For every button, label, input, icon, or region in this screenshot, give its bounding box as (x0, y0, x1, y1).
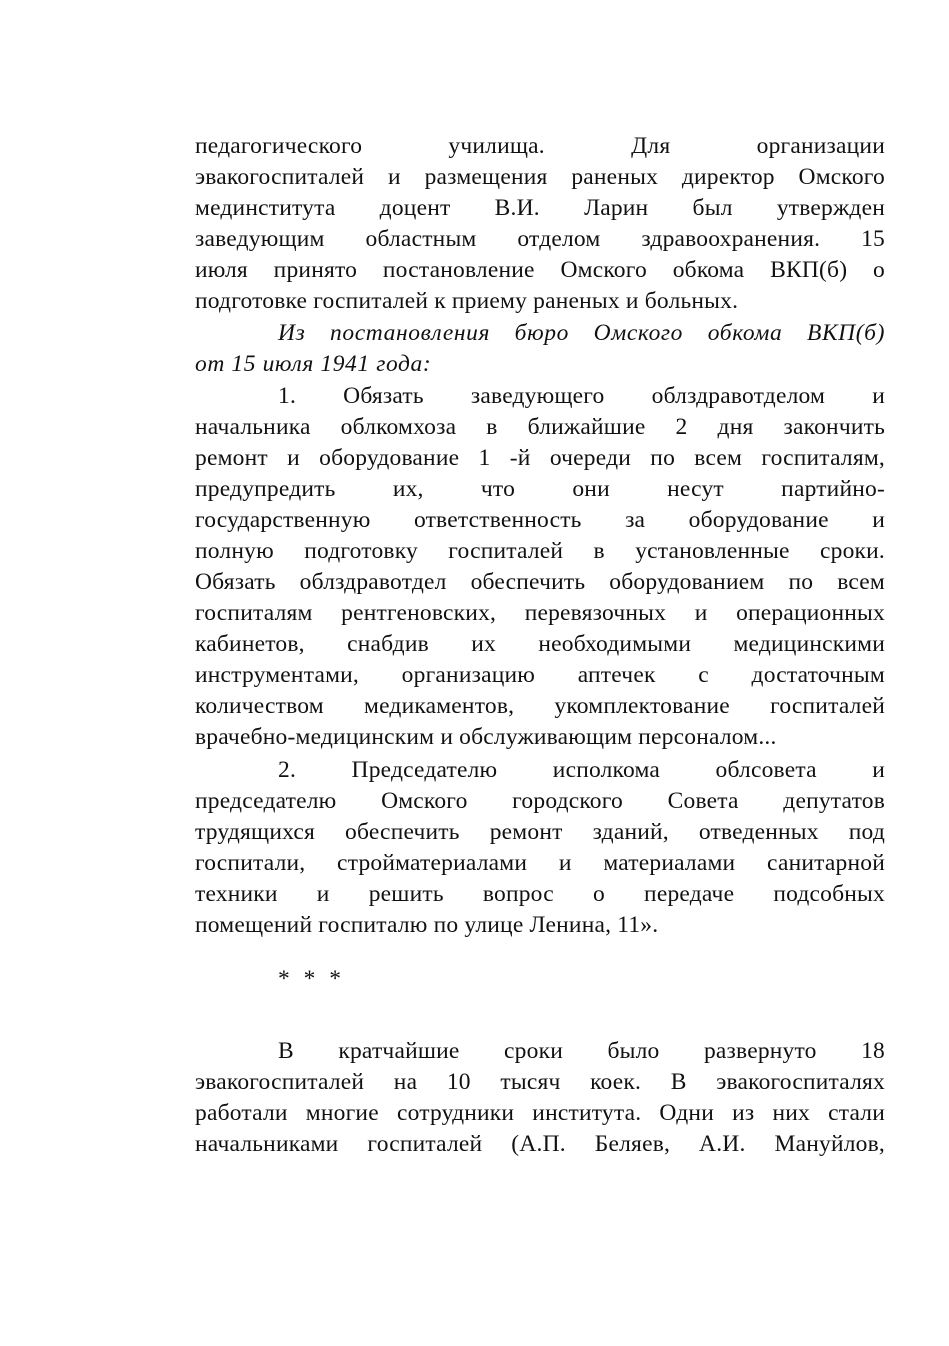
text-line: предупредить их, что они несут партийно- (195, 476, 885, 502)
text-line: подготовке госпиталей к приему раненых и больных. (195, 288, 739, 314)
text-line: 1. Обязать заведующего облздравотделом и (278, 383, 885, 409)
text-line: заведующим областным отделом здравоохранения. 15 (195, 226, 885, 252)
text-line: Обязать облздравотдел обеспечить оборудованием по всем (195, 569, 885, 595)
text-line: начальниками госпиталей (А.П. Беляев, А.И. Мануйлов, (195, 1131, 885, 1157)
text-line: В кратчайшие сроки было развернуто 18 (278, 1038, 885, 1064)
text-line: количеством медикаментов, укомплектование госпиталей (195, 693, 885, 719)
text-line: трудящихся обеспечить ремонт зданий, отведенных под (195, 819, 885, 845)
text-line: председателю Омского городского Совета депутатов (195, 788, 885, 814)
text-line: июля принято постановление Омского обкома ВКП(б) о (195, 257, 885, 283)
text-line: государственную ответственность за оборудование и (195, 507, 885, 533)
heading-line: Из постановления бюро Омского обкома ВКП(б) (278, 320, 885, 346)
intro-paragraph (195, 131, 885, 317)
text-line: педагогического училища. Для организации (195, 133, 885, 159)
closing-paragraph (195, 1036, 885, 1160)
section-separator: * * * (278, 966, 345, 992)
text-line: эвакогоспиталей и размещения раненых директор Омского (195, 164, 885, 190)
text-line: помещений госпиталю по улице Ленина, 11». (195, 912, 659, 938)
text-line: работали многие сотрудники института. Одни из них стали (195, 1100, 885, 1126)
text-line: ремонт и оборудование 1 -й очереди по всем госпиталям, (195, 445, 885, 471)
decree-item-2 (195, 755, 885, 941)
heading-line: от 15 июля 1941 года: (195, 351, 432, 377)
text-line: полную подготовку госпиталей в установленные сроки. (195, 538, 885, 564)
text-line: кабинетов, снабдив их необходимыми медицинскими (195, 631, 885, 657)
text-line: инструментами, организацию аптечек с достаточным (195, 662, 885, 688)
text-line: начальника облкомхоза в ближайшие 2 дня закончить (195, 414, 885, 440)
text-line: 2. Председателю исполкома облсовета и (278, 757, 885, 783)
text-line: врачебно-медицинским и обслуживающим персоналом... (195, 724, 777, 750)
decree-item-1 (195, 381, 885, 753)
text-line: госпиталям рентгеновских, перевязочных и операционных (195, 600, 885, 626)
text-line: эвакогоспиталей на 10 тысяч коек. В эвакогоспиталях (195, 1069, 885, 1095)
text-line: госпитали, стройматериалами и материалами санитарной (195, 850, 885, 876)
text-line: техники и решить вопрос о передаче подсобных (195, 881, 885, 907)
section-separator-block (195, 964, 885, 995)
decree-heading (195, 318, 885, 380)
text-line: мединститута доцент В.И. Ларин был утвержден (195, 195, 885, 221)
